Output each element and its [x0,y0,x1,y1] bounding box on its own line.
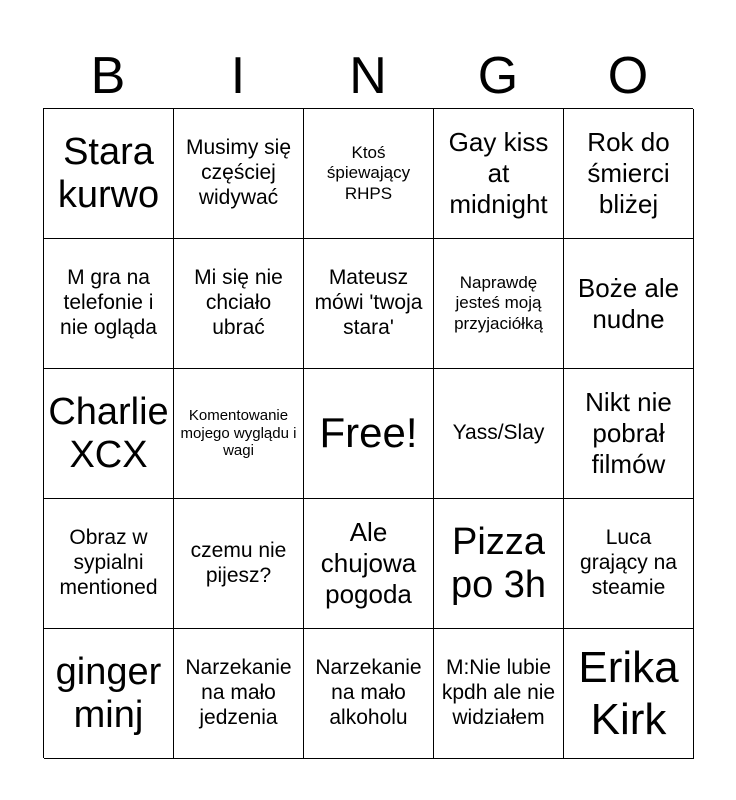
header-letter-g: G [477,47,519,105]
header-letter-o: O [607,47,649,105]
bingo-cell[interactable]: Rok do śmierci bliżej [564,109,694,239]
bingo-cell[interactable]: Ale chujowa pogoda [304,499,434,629]
header-letter-b: B [90,47,126,105]
bingo-cell[interactable]: Nikt nie pobrał filmów [564,369,694,499]
bingo-cell[interactable]: Gay kiss at midnight [434,109,564,239]
bingo-header [43,44,693,108]
bingo-cell[interactable]: Mi się nie chciało ubrać [174,239,304,369]
bingo-cell[interactable]: Pizza po 3h [434,499,564,629]
bingo-cell[interactable]: ginger minj [44,629,174,759]
bingo-cell[interactable]: Boże ale nudne [564,239,694,369]
bingo-cell[interactable]: Naprawdę jesteś moją przyjaciółką [434,239,564,369]
bingo-cell[interactable]: Obraz w sypialni mentioned [44,499,174,629]
bingo-cell[interactable]: Luca grający na steamie [564,499,694,629]
bingo-card [43,108,693,758]
bingo-cell[interactable]: Erika Kirk [564,629,694,759]
bingo-cell[interactable]: Komentowanie mojego wyglądu i wagi [174,369,304,499]
bingo-cell[interactable]: Ktoś śpiewający RHPS [304,109,434,239]
bingo-cell[interactable]: M:Nie lubie kpdh ale nie widziałem [434,629,564,759]
bingo-cell[interactable]: M gra na telefonie i nie ogląda [44,239,174,369]
header-letter-n: N [349,47,387,105]
bingo-cell[interactable]: Charlie XCX [44,369,174,499]
free-space-cell[interactable]: Free! [304,369,434,499]
bingo-cell[interactable]: Musimy się częściej widywać [174,109,304,239]
bingo-cell[interactable]: czemu nie pijesz? [174,499,304,629]
bingo-cell[interactable]: Mateusz mówi 'twoja stara' [304,239,434,369]
bingo-cell[interactable]: Narzekanie na mało jedzenia [174,629,304,759]
bingo-cell[interactable]: Yass/Slay [434,369,564,499]
header-letter-i: I [230,47,246,105]
bingo-cell[interactable]: Narzekanie na mało alkoholu [304,629,434,759]
bingo-cell[interactable]: Stara kurwo [44,109,174,239]
